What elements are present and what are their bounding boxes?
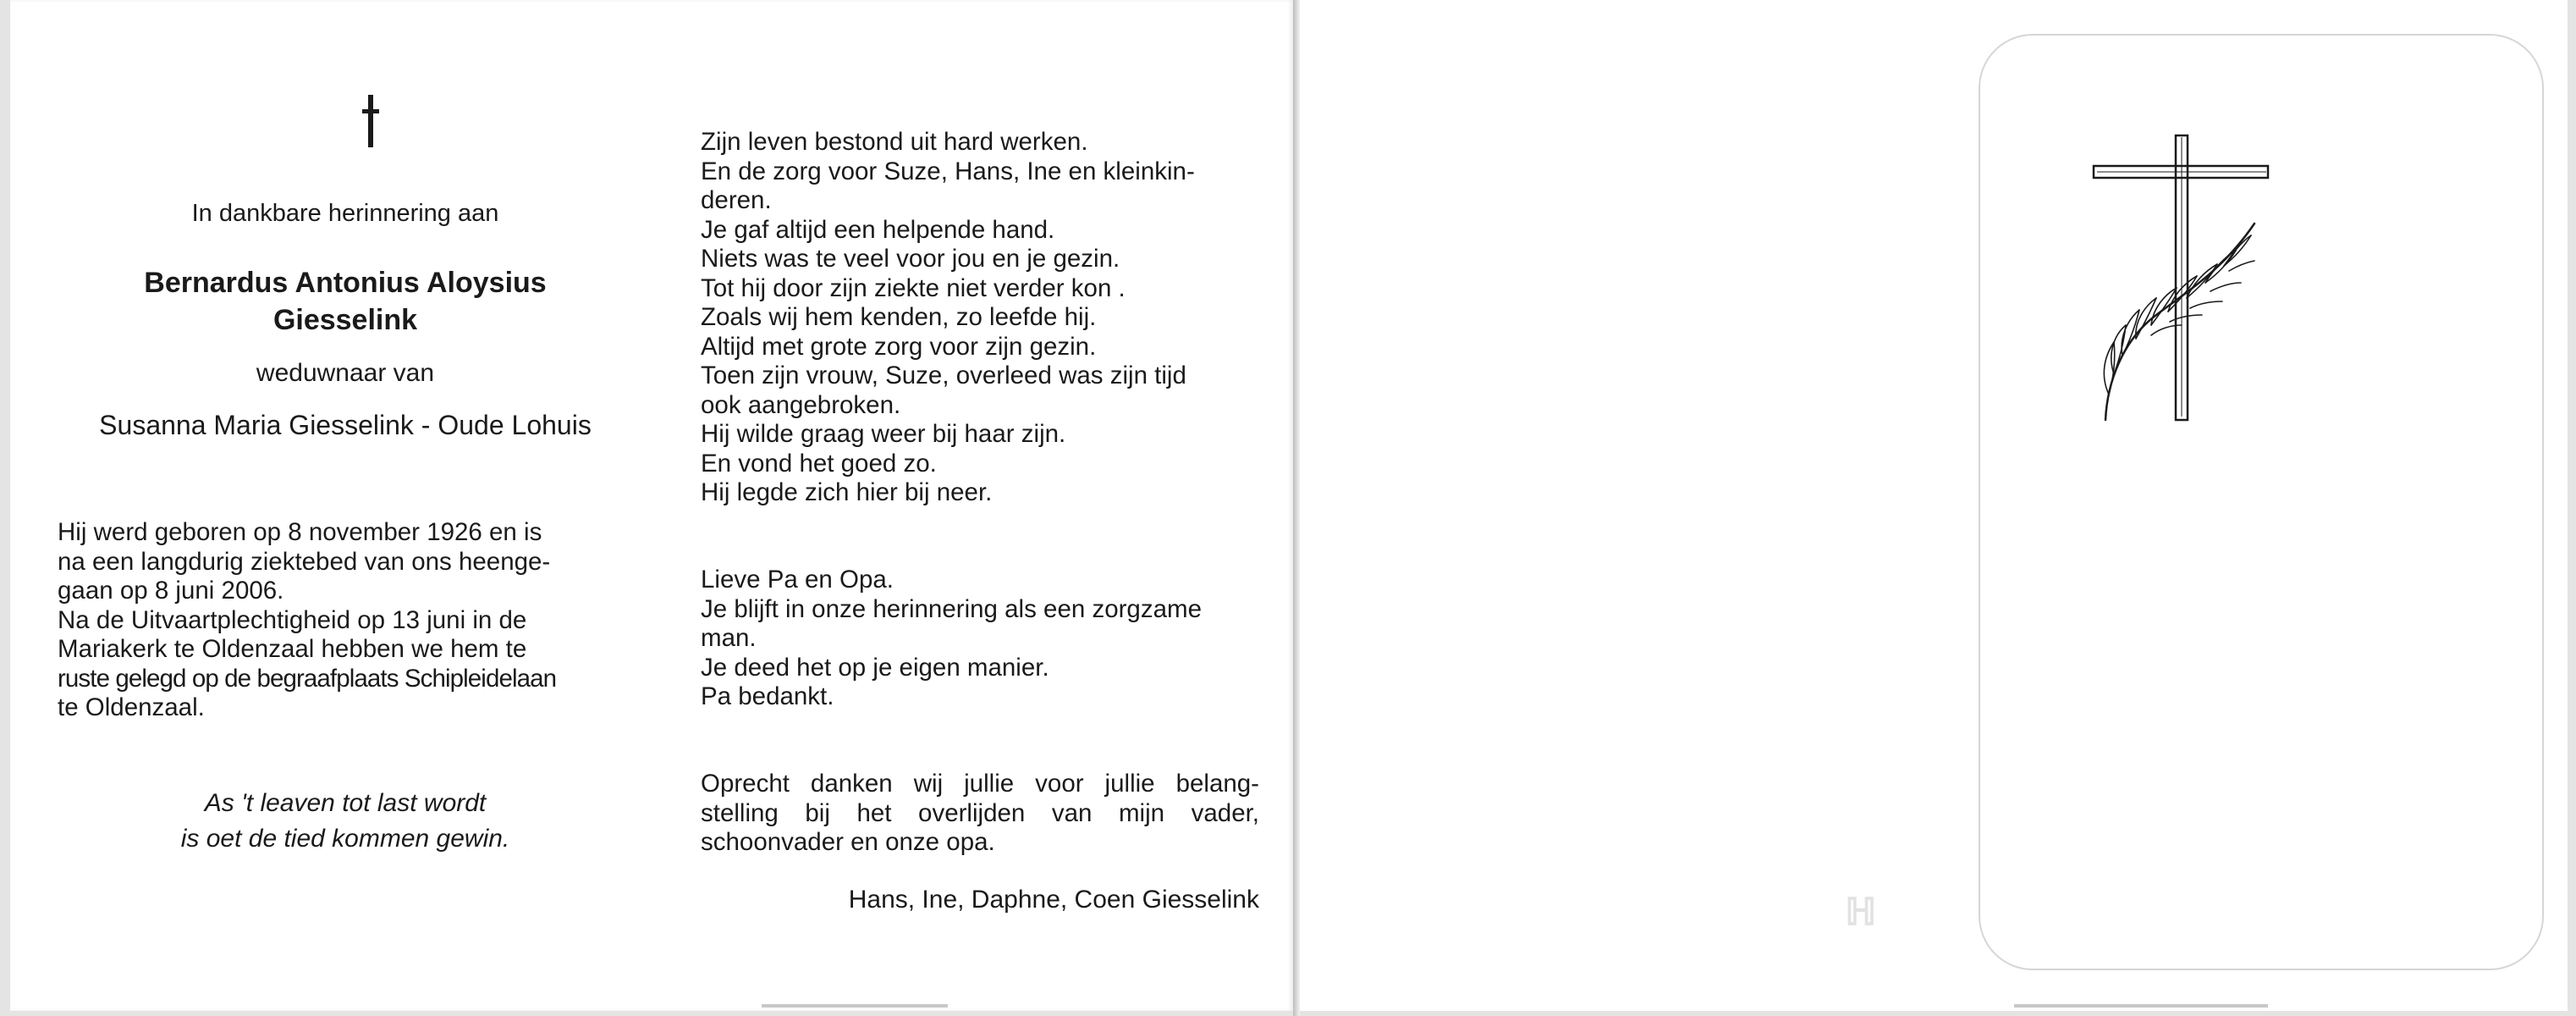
farewell-message [701, 566, 1259, 712]
latin-cross-icon [362, 95, 379, 147]
thanks-line: schoonvader en onze opa. [701, 828, 995, 856]
publisher-logo-icon: ℍ [1845, 892, 1877, 933]
cross-with-palm-branch-icon [2089, 129, 2275, 427]
farewell-line: Lieve Pa en Opa. [701, 566, 894, 594]
quote-line-1: As 't leaven tot last wordt [204, 789, 487, 817]
scan-edge-mark [2014, 1004, 2268, 1008]
farewell-line: Pa bedankt. [701, 682, 834, 710]
farewell-line: man. [701, 624, 757, 652]
poem-line: En de zorg voor Suze, Hans, Ine en kleinkin- [701, 157, 1195, 185]
bio-line: te Oldenzaal. [58, 693, 205, 721]
card-fold [1293, 0, 1300, 1016]
family-signature: Hans, Ine, Daphne, Coen Giesselink [848, 886, 1259, 914]
bio-line: Hij werd geboren op 8 november 1926 en is [58, 518, 542, 546]
poem-line: Tot hij door zijn ziekte niet verder kon . [701, 273, 1126, 302]
poem-line: Hij wilde graag weer bij haar zijn. [701, 420, 1066, 448]
name-line-1: Bernardus Antonius Aloysius [144, 267, 547, 299]
spouse-name: Susanna Maria Giesselink - Oude Lohuis [99, 410, 592, 440]
deceased-name [58, 264, 633, 339]
bio-line: Mariakerk te Oldenzaal hebben we hem te [58, 635, 527, 663]
poem-line: Zijn leven bestond uit hard werken. [701, 128, 1088, 156]
poem-line: Altijd met grote zorg voor zijn gezin. [701, 332, 1097, 361]
farewell-line: Je blijft in onze herinnering als een zorgzame [701, 594, 1202, 623]
thanks-line: stelling bij het overlijden van mijn vader, [701, 798, 1259, 827]
poem-line: Hij legde zich hier bij neer. [701, 478, 993, 506]
biography-paragraph [58, 518, 621, 723]
poem-line: ook aangebroken. [701, 390, 901, 419]
bio-line: ruste gelegd op de begraafplaats Schipleidelaan [58, 664, 557, 693]
scan-edge-mark [762, 1004, 948, 1008]
dialect-quote [58, 786, 633, 857]
poem-line: Toen zijn vrouw, Suze, overleed was zijn tijd [701, 362, 1186, 389]
memorial-poem [701, 128, 1259, 508]
thanks-line: Oprecht danken wij jullie voor jullie belang- [701, 770, 1259, 798]
inside-spread-page [10, 0, 1293, 1011]
quote-line-2: is oet de tied kommen gewin. [180, 825, 510, 853]
poem-line: Zoals wij hem kenden, zo leefde hij. [701, 303, 1097, 331]
name-line-2: Giesselink [272, 304, 418, 336]
bio-line: na een langdurig ziektebed van ons heenge- [58, 547, 551, 576]
farewell-line: Je deed het op je eigen manier. [701, 653, 1049, 682]
bio-line: gaan op 8 juni 2006. [58, 577, 284, 605]
bio-line: Na de Uitvaartplechtigheid op 13 juni in de [58, 605, 527, 634]
intro-text: In dankbare herinnering aan [191, 200, 499, 227]
thanks-paragraph [701, 770, 1259, 858]
poem-line: En vond het goed zo. [701, 449, 937, 478]
widow-text: weduwnaar van [256, 359, 435, 387]
poem-line: deren. [701, 186, 772, 214]
poem-line: Niets was te veel voor jou en je gezin. [701, 245, 1120, 273]
poem-line: Je gaf altijd een helpende hand. [701, 215, 1055, 244]
